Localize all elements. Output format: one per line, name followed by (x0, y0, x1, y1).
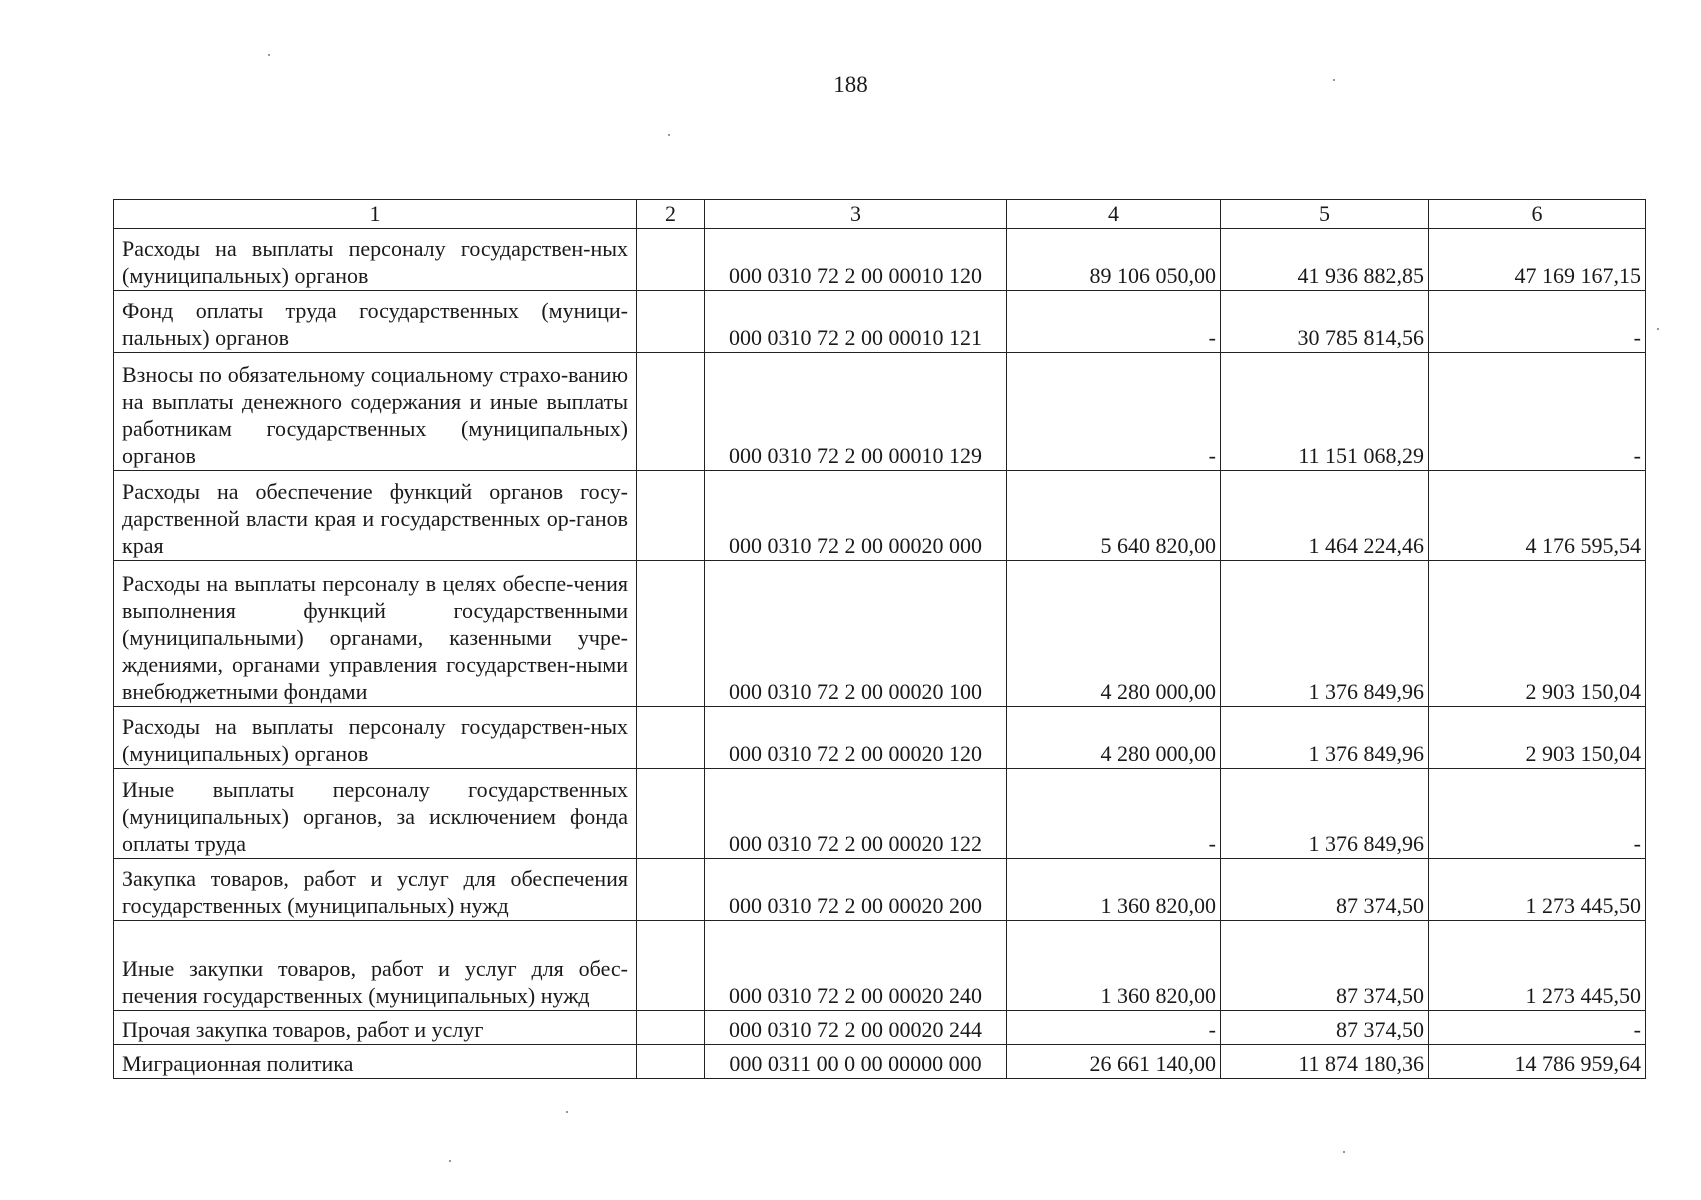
row-unexecuted: 14 786 959,64 (1429, 1045, 1646, 1079)
row-unexecuted: 1 273 445,50 (1429, 859, 1646, 921)
row-executed: 1 464 224,46 (1221, 471, 1429, 561)
table-row (114, 1011, 1646, 1045)
row-col2 (637, 561, 705, 707)
row-col2 (637, 921, 705, 1011)
row-unexecuted: 2 903 150,04 (1429, 707, 1646, 769)
row-name: Иные закупки товаров, работ и услуг для обес-печения государственных (муниципальных) нужд (114, 921, 637, 1011)
row-name: Расходы на выплаты персоналу в целях обеспе-чения выполнения функций государственными (муниципальными) органами, казенными учре-ждениями, органами управления государствен-ными внебюджетными фондами (114, 561, 637, 707)
row-unexecuted: - (1429, 291, 1646, 353)
table-row (114, 471, 1646, 561)
row-name: Расходы на выплаты персоналу государствен-ных (муниципальных) органов (114, 707, 637, 769)
row-name: Расходы на обеспечение функций органов госу-дарственной власти края и государственных ор-ганов края (114, 471, 637, 561)
table-row (114, 291, 1646, 353)
table-row (114, 1045, 1646, 1079)
table-row (114, 859, 1646, 921)
row-executed: 87 374,50 (1221, 859, 1429, 921)
table-row (114, 229, 1646, 291)
row-unexecuted: 47 169 167,15 (1429, 229, 1646, 291)
header-col-3: 3 (705, 200, 1007, 229)
row-executed: 11 151 068,29 (1221, 353, 1429, 471)
row-code: 000 0310 72 2 00 00020 120 (705, 707, 1007, 769)
row-plan: 1 360 820,00 (1007, 921, 1221, 1011)
row-plan: 4 280 000,00 (1007, 707, 1221, 769)
scan-speck (566, 1111, 568, 1113)
row-plan: - (1007, 769, 1221, 859)
row-col2 (637, 291, 705, 353)
row-code: 000 0310 72 2 00 00020 122 (705, 769, 1007, 859)
row-executed: 87 374,50 (1221, 921, 1429, 1011)
row-col2 (637, 1011, 705, 1045)
row-plan: - (1007, 291, 1221, 353)
row-name: Прочая закупка товаров, работ и услуг (114, 1011, 637, 1045)
row-code: 000 0310 72 2 00 00010 120 (705, 229, 1007, 291)
row-col2 (637, 229, 705, 291)
row-plan: 26 661 140,00 (1007, 1045, 1221, 1079)
row-name: Расходы на выплаты персоналу государствен-ных (муниципальных) органов (114, 229, 637, 291)
header-col-4: 4 (1007, 200, 1221, 229)
row-name: Иные выплаты персоналу государственных (муниципальных) органов, за исключением фонда оплаты труда (114, 769, 637, 859)
row-executed: 11 874 180,36 (1221, 1045, 1429, 1079)
row-unexecuted: 2 903 150,04 (1429, 561, 1646, 707)
row-name: Фонд оплаты труда государственных (муници-пальных) органов (114, 291, 637, 353)
table-row (114, 707, 1646, 769)
row-col2 (637, 1045, 705, 1079)
table-row (114, 769, 1646, 859)
row-unexecuted: - (1429, 353, 1646, 471)
scan-speck (449, 1160, 451, 1162)
row-unexecuted: 4 176 595,54 (1429, 471, 1646, 561)
row-executed: 1 376 849,96 (1221, 769, 1429, 859)
header-col-2: 2 (637, 200, 705, 229)
row-unexecuted: 1 273 445,50 (1429, 921, 1646, 1011)
table-header-row (114, 200, 1646, 229)
row-executed: 30 785 814,56 (1221, 291, 1429, 353)
row-plan: 89 106 050,00 (1007, 229, 1221, 291)
table-row (114, 353, 1646, 471)
scan-speck (1343, 1151, 1345, 1153)
row-col2 (637, 353, 705, 471)
row-code: 000 0310 72 2 00 00020 000 (705, 471, 1007, 561)
row-plan: 4 280 000,00 (1007, 561, 1221, 707)
row-code: 000 0310 72 2 00 00020 240 (705, 921, 1007, 1011)
row-executed: 41 936 882,85 (1221, 229, 1429, 291)
row-code: 000 0310 72 2 00 00020 244 (705, 1011, 1007, 1045)
row-col2 (637, 707, 705, 769)
row-code: 000 0310 72 2 00 00020 200 (705, 859, 1007, 921)
row-col2 (637, 859, 705, 921)
row-code: 000 0310 72 2 00 00010 121 (705, 291, 1007, 353)
scan-speck (1333, 79, 1335, 81)
row-executed: 87 374,50 (1221, 1011, 1429, 1045)
row-plan: 1 360 820,00 (1007, 859, 1221, 921)
row-plan: 5 640 820,00 (1007, 471, 1221, 561)
header-col-6: 6 (1429, 200, 1646, 229)
budget-execution-table (113, 199, 1646, 1079)
table-row (114, 921, 1646, 1011)
row-code: 000 0310 72 2 00 00020 100 (705, 561, 1007, 707)
row-name: Миграционная политика (114, 1045, 637, 1079)
row-col2 (637, 471, 705, 561)
table-row (114, 561, 1646, 707)
row-plan: - (1007, 1011, 1221, 1045)
row-code: 000 0311 00 0 00 00000 000 (705, 1045, 1007, 1079)
row-col2 (637, 769, 705, 859)
row-executed: 1 376 849,96 (1221, 561, 1429, 707)
scan-speck (268, 54, 270, 56)
row-code: 000 0310 72 2 00 00010 129 (705, 353, 1007, 471)
page-number: 188 (833, 72, 868, 97)
row-name: Взносы по обязательному социальному страхо-ванию на выплаты денежного содержания и иные выплаты работникам государственных (муниципальных) органов (114, 353, 637, 471)
scan-speck (668, 134, 670, 136)
header-col-5: 5 (1221, 200, 1429, 229)
header-col-1: 1 (114, 200, 637, 229)
row-unexecuted: - (1429, 769, 1646, 859)
row-name: Закупка товаров, работ и услуг для обеспечения государственных (муниципальных) нужд (114, 859, 637, 921)
scan-speck (1657, 328, 1659, 330)
row-plan: - (1007, 353, 1221, 471)
row-executed: 1 376 849,96 (1221, 707, 1429, 769)
row-unexecuted: - (1429, 1011, 1646, 1045)
